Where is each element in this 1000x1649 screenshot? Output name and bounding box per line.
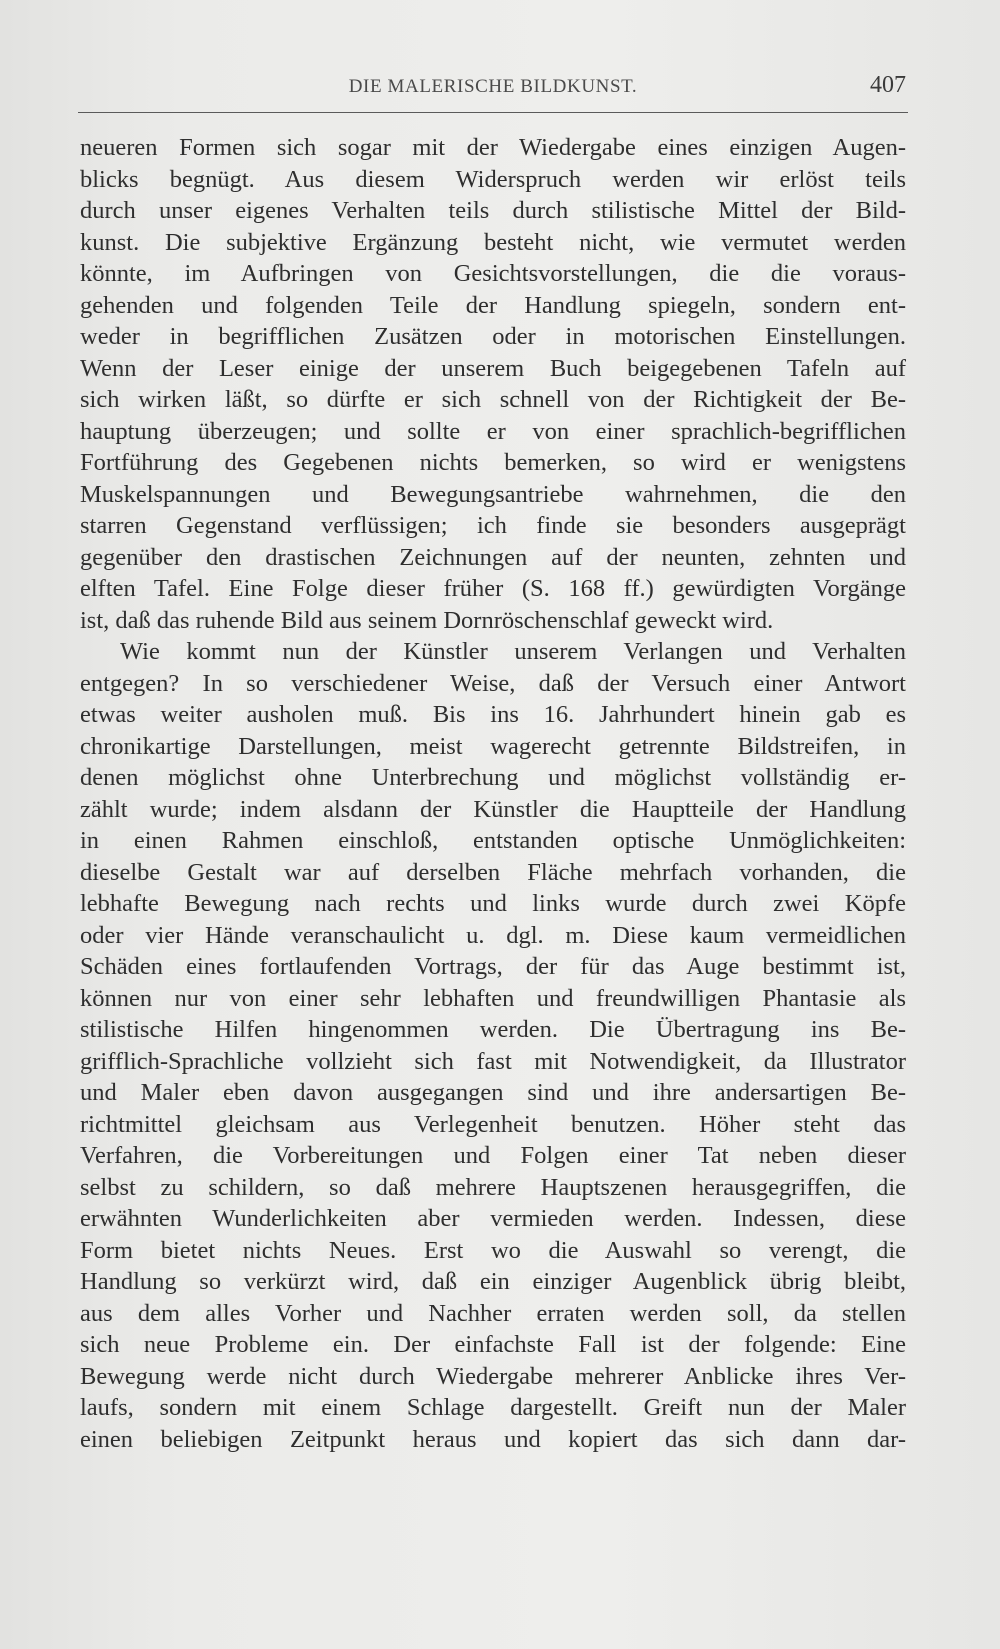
text-line: sich neue Probleme ein. Der einfachste Fall ist der folgende: Eine	[80, 1331, 906, 1358]
text-line: durch unser eigenes Verhalten teils durch stilistische Mittel der Bild-	[80, 197, 906, 224]
body-text	[80, 132, 906, 1455]
text-line: zählt wurde; indem alsdann der Künstler die Hauptteile der Handlung	[80, 795, 906, 823]
text-line: neueren Formen sich sogar mit der Wiedergabe eines einzigen Augen-	[80, 134, 906, 161]
text-line: Verfahren, die Vorbereitungen und Folgen einer Tat neben dieser	[80, 1142, 906, 1169]
text-line: und Maler eben davon ausgegangen sind und ihre andersartigen Be-	[80, 1079, 906, 1106]
running-title: DIE MALERISCHE BILDKUNST.	[348, 76, 638, 97]
text-line: etwas weiter ausholen muß. Bis ins 16. Jahrhundert hinein gab es	[80, 701, 906, 728]
text-line: stilistische Hilfen hingenommen werden. Die Übertragung ins Be-	[80, 1016, 906, 1043]
text-line: starren Gegenstand verflüssigen; ich finde sie besonders ausgeprägt	[80, 512, 906, 539]
page-number: 407	[870, 72, 906, 98]
text-line: kunst. Die subjektive Ergänzung besteht nicht, wie vermutet werden	[80, 228, 906, 256]
text-line: können nur von einer sehr lebhaften und freundwilligen Phantasie als	[80, 984, 906, 1012]
text-line: Form bietet nichts Neues. Erst wo die Auswahl so verengt, die	[80, 1236, 906, 1264]
text-line: weder in begrifflichen Zusätzen oder in motorischen Einstellungen.	[80, 323, 906, 350]
header-rule	[78, 112, 908, 113]
text-line: gegenüber den drastischen Zeichnungen auf der neunten, zehnten und	[80, 543, 906, 571]
paragraph-end-line: ist, daß das ruhende Bild aus seinem Dornröschenschlaf geweckt wird.	[80, 606, 774, 634]
text-line: denen möglichst ohne Unterbrechung und möglichst vollständig er-	[80, 764, 906, 791]
paragraph-start-line: Wie kommt nun der Künstler unserem Verlangen und Verhalten	[120, 638, 906, 665]
text-line: oder vier Hände veranschaulicht u. dgl. m. Diese kaum vermeidlichen	[80, 921, 906, 949]
text-line: erwähnten Wunderlichkeiten aber vermieden werden. Indessen, diese	[80, 1205, 906, 1232]
text-line: hauptung überzeugen; und sollte er von einer sprachlich-begrifflichen	[80, 417, 906, 445]
text-line: elften Tafel. Eine Folge dieser früher (S. 168 ff.) gewürdigten Vorgänge	[80, 575, 906, 602]
text-line: grifflich-Sprachliche vollzieht sich fast mit Notwendigkeit, da Illustrator	[80, 1047, 906, 1075]
text-line: Schäden eines fortlaufenden Vortrags, der für das Auge bestimmt ist,	[80, 953, 906, 980]
text-line: dieselbe Gestalt war auf derselben Fläche mehrfach vorhanden, die	[80, 858, 906, 886]
text-line: laufs, sondern mit einem Schlage dargestellt. Greift nun der Maler	[80, 1394, 906, 1421]
text-line: lebhafte Bewegung nach rechts und links wurde durch zwei Köpfe	[80, 890, 906, 917]
text-line: chronikartige Darstellungen, meist wagerecht getrennte Bildstreifen, in	[80, 732, 906, 760]
text-line: richtmittel gleichsam aus Verlegenheit benutzen. Höher steht das	[80, 1110, 906, 1138]
text-line: sich wirken läßt, so dürfte er sich schnell von der Richtigkeit der Be-	[80, 386, 906, 413]
text-line: Handlung so verkürzt wird, daß ein einziger Augenblick übrig bleibt,	[80, 1268, 906, 1295]
text-line: könnte, im Aufbringen von Gesichtsvorstellungen, die die voraus-	[80, 260, 906, 287]
text-line: in einen Rahmen einschloß, entstanden optische Unmöglichkeiten:	[80, 827, 906, 854]
text-line: Muskelspannungen und Bewegungsantriebe wahrnehmen, die den	[80, 480, 906, 508]
text-line: Bewegung werde nicht durch Wiedergabe mehrerer Anblicke ihres Ver-	[80, 1362, 906, 1390]
text-line: selbst zu schildern, so daß mehrere Hauptszenen herausgegriffen, die	[80, 1173, 906, 1201]
running-head	[80, 70, 906, 104]
text-line: Fortführung des Gegebenen nichts bemerken, so wird er wenigstens	[80, 449, 906, 476]
text-line: blicks begnügt. Aus diesem Widerspruch werden wir erlöst teils	[80, 165, 906, 193]
text-line: aus dem alles Vorher und Nachher erraten werden soll, da stellen	[80, 1299, 906, 1327]
text-line: gehenden und folgenden Teile der Handlung spiegeln, sondern ent-	[80, 291, 906, 319]
text-line: einen beliebigen Zeitpunkt heraus und kopiert das sich dann dar-	[80, 1425, 906, 1453]
text-line: Wenn der Leser einige der unserem Buch beigegebenen Tafeln auf	[80, 354, 906, 382]
text-line: entgegen? In so verschiedener Weise, daß der Versuch einer Antwort	[80, 669, 906, 697]
